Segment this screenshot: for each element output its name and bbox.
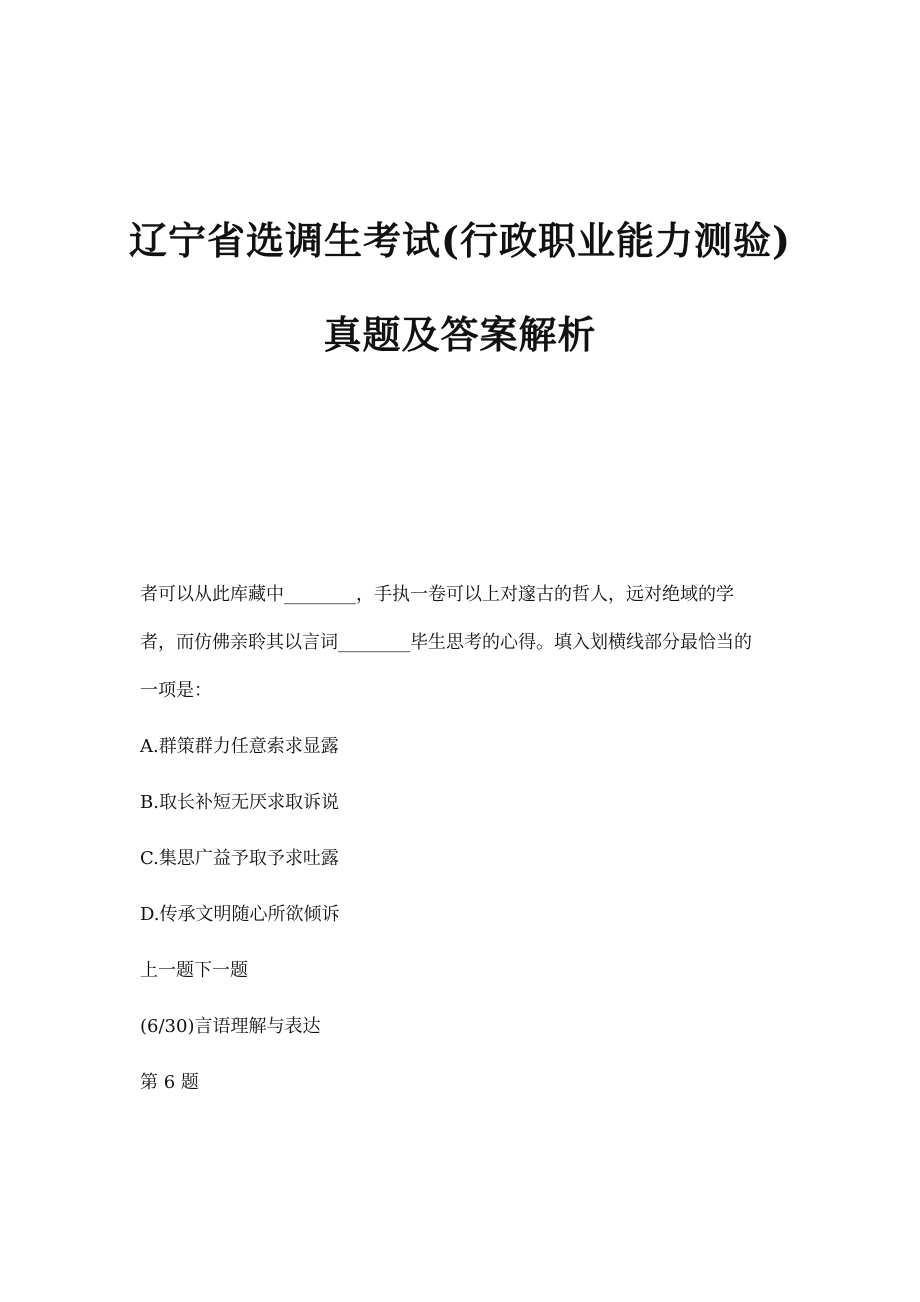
document-title-line-1: 辽宁省选调生考试(行政职业能力测验): [129, 218, 791, 263]
question-stem-line-3: 一项是：: [140, 680, 212, 701]
prev-next-navigation: 上一题下一题: [140, 960, 248, 981]
option-d: D.传承文明随心所欲倾诉: [140, 904, 340, 925]
question-number: 第 6 题: [140, 1072, 199, 1093]
option-a: A.群策群力任意索求显露: [140, 736, 339, 757]
option-b: B.取长补短无厌求取诉说: [140, 792, 339, 813]
option-c: C.集思广益予取予求吐露: [140, 848, 339, 869]
question-stem-line-1: 者可以从此库藏中________，手执一卷可以上对邃古的哲人，远对绝域的学: [140, 584, 734, 605]
section-progress-label: (6/30)言语理解与表达: [140, 1016, 321, 1037]
question-stem-line-2: 者，而仿佛亲聆其以言词________毕生思考的心得。填入划横线部分最恰当的: [140, 632, 752, 653]
document-title-line-2: 真题及答案解析: [323, 312, 597, 357]
